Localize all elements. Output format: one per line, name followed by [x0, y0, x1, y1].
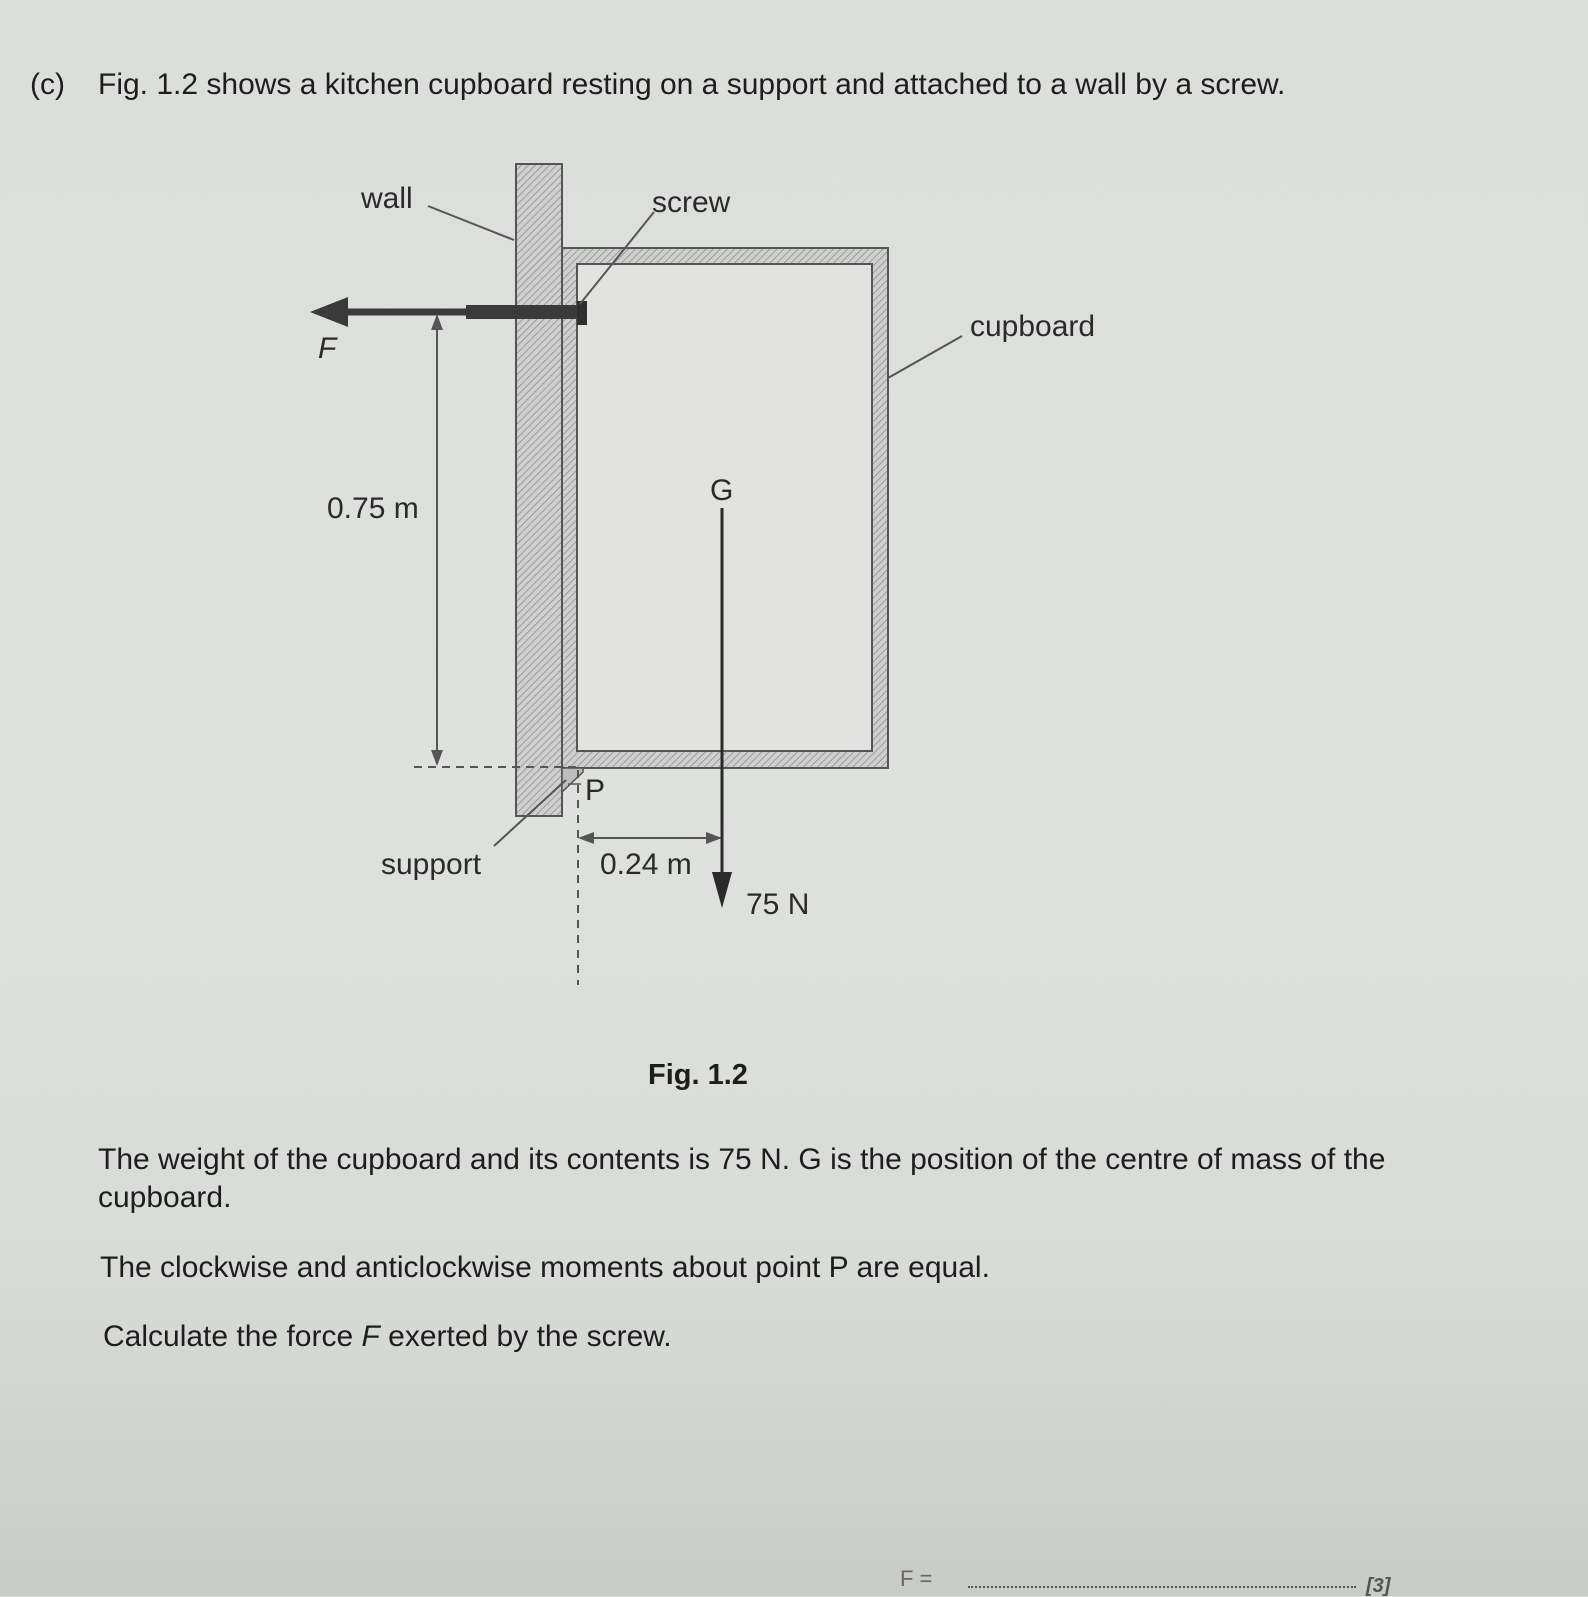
marks-label: [3]	[1366, 1575, 1391, 1597]
wall-leader-line	[428, 206, 514, 240]
distance-label: 0.24 m	[600, 848, 692, 881]
screw-head	[577, 301, 587, 325]
answer-prefix: F =	[900, 1566, 933, 1591]
support-label: support	[381, 848, 482, 881]
answer-line[interactable]	[968, 1586, 1356, 1588]
cupboard-label: cupboard	[970, 310, 1096, 343]
screw-shape	[466, 305, 586, 319]
force-f-arrow	[310, 297, 466, 327]
distance-dimension	[578, 832, 722, 844]
screw-label: screw	[652, 186, 731, 219]
height-label: 0.75 m	[327, 492, 419, 525]
body-paragraph-moments: The clockwise and anticlockwise moments about point P are equal.	[100, 1251, 990, 1284]
instruction-variable: F	[361, 1320, 380, 1353]
force-label: F	[318, 332, 337, 365]
figure-caption: Fig. 1.2	[648, 1059, 748, 1091]
centre-of-mass-label: G	[710, 474, 734, 507]
wall-label: wall	[361, 182, 413, 215]
instruction-prefix: Calculate the force	[103, 1320, 362, 1353]
instruction-text	[103, 1322, 672, 1352]
wall-shape	[516, 164, 562, 816]
pivot-label: P	[585, 774, 606, 807]
weight-label: 75 N	[746, 888, 810, 921]
cupboard-leader-line	[888, 336, 962, 378]
question-intro: Fig. 1.2 shows a kitchen cupboard resting on a support and attached to a wall by a screw.	[98, 68, 1286, 101]
instruction-suffix: exerted by the screw.	[379, 1320, 672, 1353]
cupboard-shape	[562, 248, 888, 768]
question-label: (c)	[30, 68, 65, 101]
body-paragraph-weight: The weight of the cupboard and its contents is 75 N. G is the position of the centre of mass of the cupboard.	[98, 1143, 1386, 1214]
